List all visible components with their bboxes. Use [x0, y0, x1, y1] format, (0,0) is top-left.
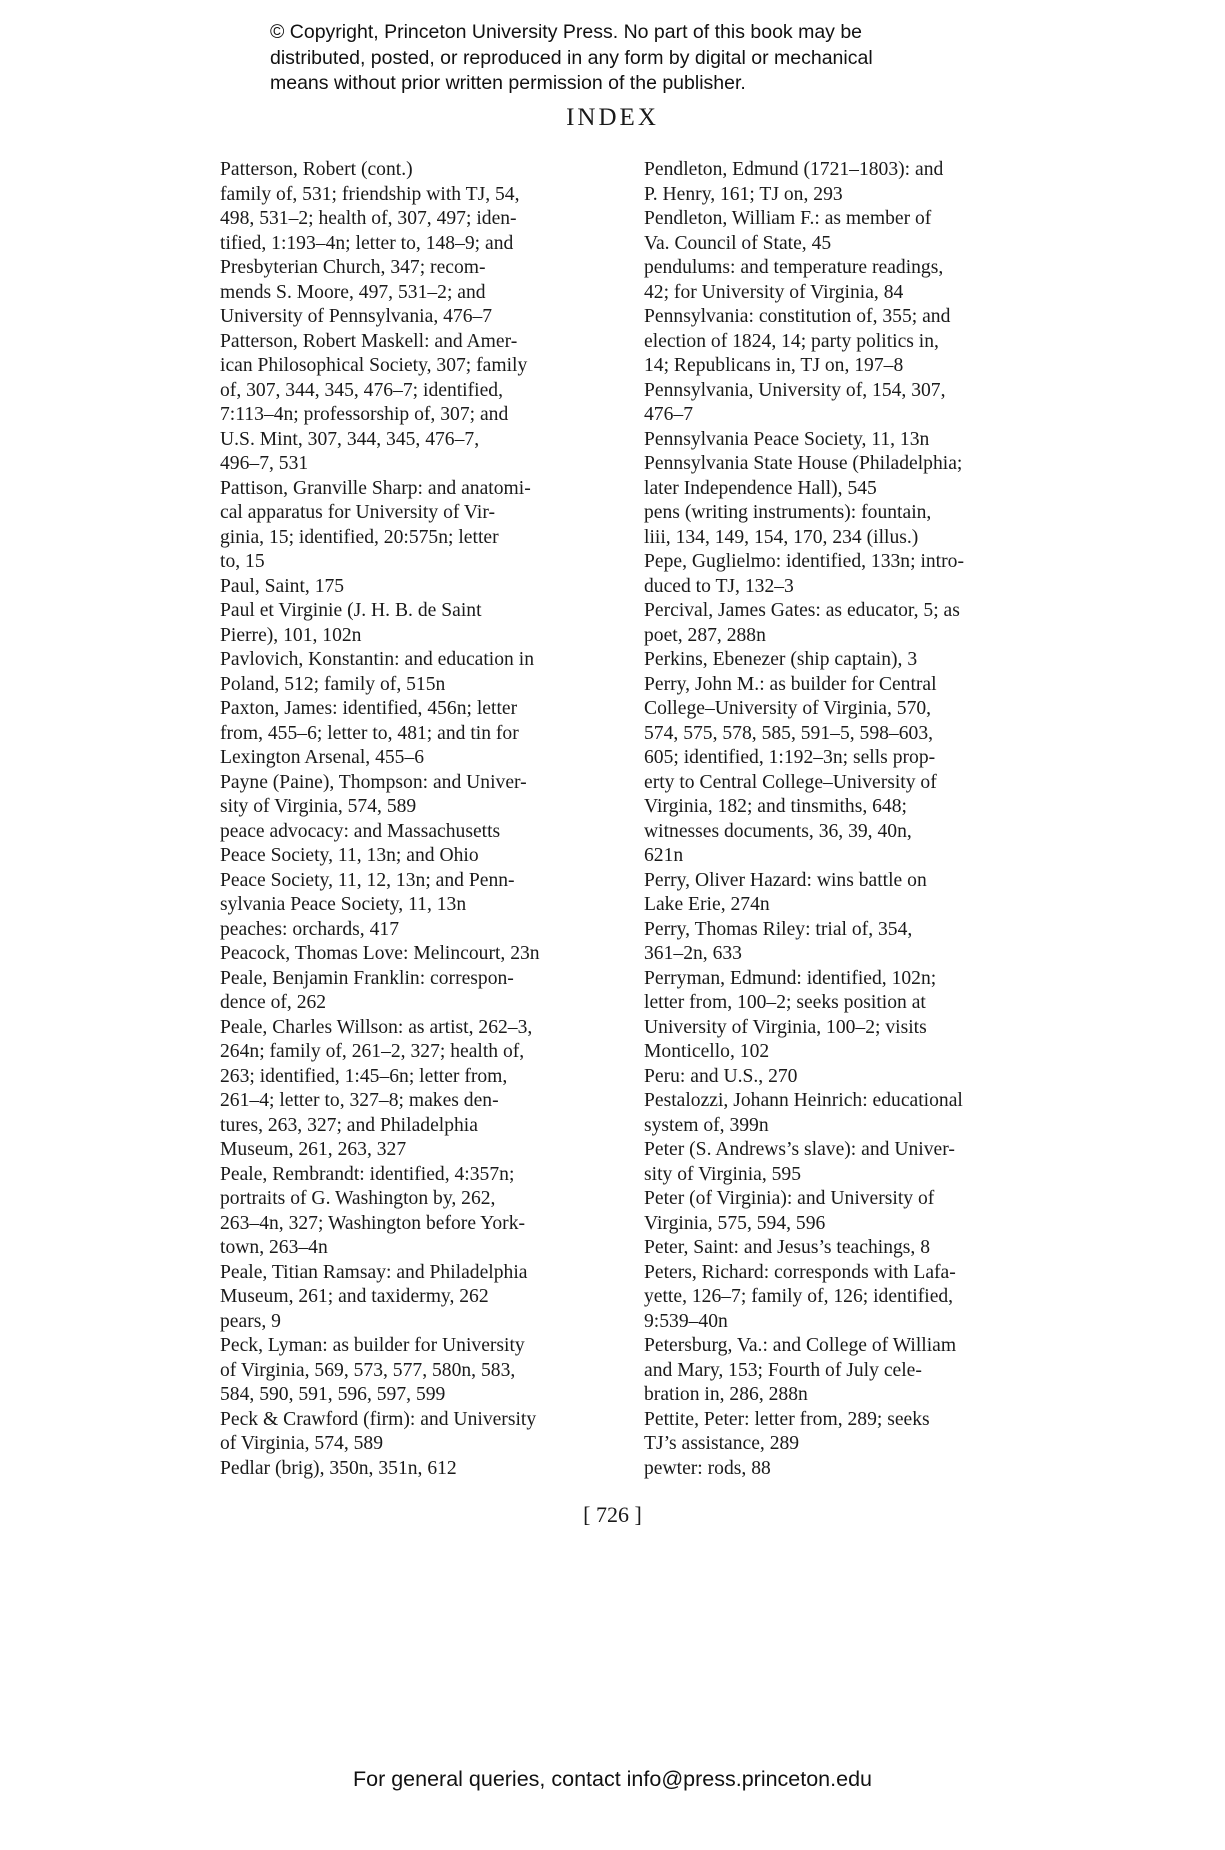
index-entry: [220, 942, 630, 967]
index-entry-line: to, 15: [220, 551, 265, 572]
index-entry: [644, 1408, 1064, 1457]
index-entry: [644, 305, 1064, 379]
index-entry-line: Poland, 512; family of, 515n: [220, 673, 446, 695]
index-entry-line: Pepe, Guglielmo: identified, 133n; intro-: [644, 551, 964, 572]
index-column-right: [644, 158, 1064, 1481]
index-entry-line: Paul, Saint, 175: [220, 575, 345, 597]
index-entry-line: portraits of G. Washington by, 262,: [220, 1188, 496, 1209]
index-entry-line: Peck, Lyman: as builder for University: [220, 1335, 525, 1356]
index-entry-line: pewter: rods, 88: [644, 1457, 771, 1479]
index-entry-line: Va. Council of State, 45: [644, 232, 832, 254]
index-entry-line: Peale, Titian Ramsay: and Philadelphia: [220, 1261, 528, 1283]
index-entry-line: Peter (S. Andrews’s slave): and Univer-: [644, 1139, 955, 1160]
index-entry: [220, 1457, 630, 1482]
index-entry: [644, 1236, 1064, 1261]
index-entry: [220, 330, 630, 477]
index-entry-line: Museum, 261, 263, 327: [220, 1139, 407, 1160]
index-entry-line: 361–2n, 633: [644, 943, 742, 964]
index-entry-line: College–University of Virginia, 570,: [644, 698, 932, 719]
index-entry: [644, 1089, 1064, 1138]
index-entry: [644, 1334, 1064, 1408]
index-entry-line: Peck & Crawford (firm): and University: [220, 1408, 537, 1430]
index-entry: [220, 967, 630, 1016]
index-entry: [644, 599, 1064, 648]
index-entry-line: Pattison, Granville Sharp: and anatomi-: [220, 477, 531, 499]
index-entry-line: and Mary, 153; Fourth of July cele-: [644, 1359, 922, 1381]
index-entry: [644, 428, 1064, 453]
index-entry-line: Peale, Charles Willson: as artist, 262–3,: [220, 1016, 533, 1038]
index-entry: [644, 1457, 1064, 1482]
index-entry-line: Pavlovich, Konstantin: and education in: [220, 649, 534, 670]
index-entry-line: Pennsylvania Peace Society, 11, 13n: [644, 428, 930, 450]
index-entry-line: Lake Erie, 274n: [644, 894, 770, 915]
index-entry: [220, 1408, 630, 1457]
index-entry-line: from, 455–6; letter to, 481; and tin for: [220, 722, 519, 744]
index-entry-line: pendulums: and temperature readings,: [644, 257, 944, 278]
copyright-line: means without prior written permission of the publisher.: [270, 72, 746, 94]
index-entry-line: Peter, Saint: and Jesus’s teachings, 8: [644, 1237, 931, 1258]
index-entry-line: Perryman, Edmund: identified, 102n;: [644, 967, 937, 989]
index-entry-line: Pennsylvania, University of, 154, 307,: [644, 379, 946, 401]
index-entry-line: Paul et Virginie (J. H. B. de Saint: [220, 600, 482, 621]
index-entry-line: Perry, Thomas Riley: trial of, 354,: [644, 918, 913, 940]
index-entry: [644, 207, 1064, 256]
index-entry-line: 605; identified, 1:192–3n; sells prop-: [644, 747, 936, 768]
index-entry: [220, 477, 630, 575]
index-entry-line: system of, 399n: [644, 1114, 769, 1136]
index-entry: [644, 869, 1064, 918]
index-entry-line: pens (writing instruments): fountain,: [644, 502, 932, 523]
index-entry-line: Pendleton, Edmund (1721–1803): and: [644, 159, 944, 180]
index-entry: [644, 967, 1064, 1065]
index-entry: [220, 1261, 630, 1310]
index-entry-line: election of 1824, 14; party politics in,: [644, 330, 939, 352]
index-entry-line: Pettite, Peter: letter from, 289; seeks: [644, 1408, 930, 1430]
index-entry-line: Lexington Arsenal, 455–6: [220, 747, 425, 768]
index-entry-line: Patterson, Robert Maskell: and Amer-: [220, 330, 518, 352]
index-entry: [644, 1065, 1064, 1090]
index-entry: [644, 158, 1064, 207]
index-entry-line: sity of Virginia, 595: [644, 1163, 802, 1185]
index-entry: [220, 575, 630, 600]
index-entry-line: ican Philosophical Society, 307; family: [220, 355, 528, 376]
index-entry: [220, 599, 630, 648]
index-entry-line: sity of Virginia, 574, 589: [220, 796, 417, 817]
copyright-line: © Copyright, Princeton University Press. No part of this book may be: [270, 21, 863, 43]
index-entry-line: 263–4n, 327; Washington before York-: [220, 1212, 526, 1234]
index-entry-line: 42; for University of Virginia, 84: [644, 281, 904, 303]
index-entry-line: U.S. Mint, 307, 344, 345, 476–7,: [220, 428, 480, 450]
index-entry-line: University of Pennsylvania, 476–7: [220, 306, 493, 327]
index-entry-line: Peale, Rembrandt: identified, 4:357n;: [220, 1163, 515, 1185]
index-entry-line: Virginia, 575, 594, 596: [644, 1212, 826, 1234]
index-entry-line: erty to Central College–University of: [644, 771, 937, 793]
index-entry: [220, 1016, 630, 1163]
index-entry-line: Peters, Richard: corresponds with Lafa-: [644, 1261, 956, 1283]
index-entry-line: Pennsylvania: constitution of, 355; and: [644, 306, 951, 327]
index-entry: [644, 452, 1064, 501]
index-entry-line: Paxton, James: identified, 456n; letter: [220, 698, 518, 719]
index-entry-line: 9:539–40n: [644, 1310, 728, 1332]
index-entry: [220, 1334, 630, 1408]
index-entry-line: Pestalozzi, Johann Heinrich: educational: [644, 1090, 963, 1111]
index-entry-line: of, 307, 344, 345, 476–7; identified,: [220, 379, 503, 401]
index-entry: [644, 379, 1064, 428]
index-entry-line: yette, 126–7; family of, 126; identified,: [644, 1286, 954, 1307]
index-entry-line: TJ’s assistance, 289: [644, 1433, 800, 1454]
index-column-left: [220, 158, 630, 1481]
index-entry-line: Peace Society, 11, 13n; and Ohio: [220, 845, 479, 866]
index-entry: [644, 918, 1064, 967]
index-entry-line: Payne (Paine), Thompson: and Univer-: [220, 771, 527, 793]
index-entry-line: 261–4; letter to, 327–8; makes den-: [220, 1090, 499, 1111]
index-entry-line: letter from, 100–2; seeks position at: [644, 992, 926, 1013]
index-entry-line: Peacock, Thomas Love: Melincourt, 23n: [220, 943, 540, 964]
index-entry-line: family of, 531; friendship with TJ, 54,: [220, 183, 520, 205]
index-entry-line: of Virginia, 569, 573, 577, 580n, 583,: [220, 1359, 516, 1381]
index-entry-line: Perry, John M.: as builder for Central: [644, 673, 937, 695]
index-entry-line: Museum, 261; and taxidermy, 262: [220, 1286, 489, 1307]
footer-contact: For general queries, contact info@press.princeton.edu: [352, 1767, 872, 1791]
index-entry-line: Pennsylvania State House (Philadelphia;: [644, 453, 963, 474]
index-entry-line: Pedlar (brig), 350n, 351n, 612: [220, 1457, 457, 1479]
index-entry-line: witnesses documents, 36, 39, 40n,: [644, 820, 912, 842]
index-entry-line: Peale, Benjamin Franklin: correspon-: [220, 967, 514, 989]
index-entry-line: 7:113–4n; professorship of, 307; and: [220, 404, 509, 425]
index-entry: [220, 1163, 630, 1261]
index-entry-line: Peru: and U.S., 270: [644, 1065, 798, 1087]
index-entry: [220, 697, 630, 771]
index-entry-line: sylvania Peace Society, 11, 13n: [220, 894, 467, 915]
index-entry-line: pears, 9: [220, 1310, 281, 1332]
index-entry-line: University of Virginia, 100–2; visits: [644, 1016, 927, 1038]
index-entry: [220, 918, 630, 943]
index-entry-line: peaches: orchards, 417: [220, 918, 399, 940]
index-entry: [220, 158, 630, 330]
index-entry-line: Patterson, Robert (cont.): [220, 159, 413, 180]
index-entry-line: Peace Society, 11, 12, 13n; and Penn-: [220, 869, 515, 891]
index-entry-line: tures, 263, 327; and Philadelphia: [220, 1114, 478, 1136]
index-entry: [644, 1138, 1064, 1187]
index-entry-line: 496–7, 531: [220, 453, 309, 474]
index-entry-line: tified, 1:193–4n; letter to, 148–9; and: [220, 232, 514, 254]
index-entry: [220, 1310, 630, 1335]
index-entry: [644, 1261, 1064, 1335]
index-entry: [644, 673, 1064, 869]
index-entry: [220, 820, 630, 918]
index-entry-line: duced to TJ, 132–3: [644, 575, 794, 597]
index-entry: [644, 1187, 1064, 1236]
index-entry-line: ginia, 15; identified, 20:575n; letter: [220, 526, 499, 548]
index-entry-line: 264n; family of, 261–2, 327; health of,: [220, 1041, 525, 1062]
index-entry-line: of Virginia, 574, 589: [220, 1433, 384, 1454]
index-entry-line: Pierre), 101, 102n: [220, 624, 362, 646]
index-entry-line: 14; Republicans in, TJ on, 197–8: [644, 355, 904, 376]
index-entry-line: Perry, Oliver Hazard: wins battle on: [644, 869, 927, 891]
index-entry-line: bration in, 286, 288n: [644, 1384, 808, 1405]
copyright-notice: [270, 20, 990, 97]
index-entry-line: poet, 287, 288n: [644, 624, 766, 646]
index-entry-line: 584, 590, 591, 596, 597, 599: [220, 1384, 446, 1405]
index-entry-line: Perkins, Ebenezer (ship captain), 3: [644, 649, 918, 670]
index-entry-line: 621n: [644, 845, 684, 866]
index-entry-line: Pendleton, William F.: as member of: [644, 208, 932, 229]
index-entry-line: 574, 575, 578, 585, 591–5, 598–603,: [644, 722, 934, 744]
index-entry-line: Presbyterian Church, 347; recom-: [220, 257, 486, 278]
index-entry-line: 498, 531–2; health of, 307, 497; iden-: [220, 208, 517, 229]
index-entry-line: mends S. Moore, 497, 531–2; and: [220, 281, 486, 303]
index-entry: [220, 771, 630, 820]
index-entry-line: town, 263–4n: [220, 1237, 328, 1258]
index-entry-line: Peter (of Virginia): and University of: [644, 1188, 935, 1209]
index-entry-line: liii, 134, 149, 154, 170, 234 (illus.): [644, 526, 919, 548]
index-entry-line: 263; identified, 1:45–6n; letter from,: [220, 1065, 508, 1087]
index-entry-line: cal apparatus for University of Vir-: [220, 502, 496, 523]
index-entry-line: P. Henry, 161; TJ on, 293: [644, 183, 843, 205]
index-entry-line: Virginia, 182; and tinsmiths, 648;: [644, 796, 907, 817]
page-title: INDEX: [566, 104, 659, 131]
index-entry: [644, 550, 1064, 599]
index-entry-line: peace advocacy: and Massachusetts: [220, 820, 501, 842]
index-entry-line: dence of, 262: [220, 992, 327, 1013]
index-entry: [644, 501, 1064, 550]
page-number: [ 726 ]: [583, 1502, 642, 1527]
index-entry: [220, 648, 630, 697]
index-entry: [644, 648, 1064, 673]
index-entry-line: Percival, James Gates: as educator, 5; as: [644, 600, 960, 621]
index-entry: [644, 256, 1064, 305]
index-entry-line: Monticello, 102: [644, 1041, 770, 1062]
index-entry-line: later Independence Hall), 545: [644, 477, 877, 499]
index-entry-line: 476–7: [644, 404, 693, 425]
copyright-line: distributed, posted, or reproduced in any form by digital or mechanical: [270, 46, 873, 69]
index-entry-line: Petersburg, Va.: and College of William: [644, 1335, 957, 1356]
